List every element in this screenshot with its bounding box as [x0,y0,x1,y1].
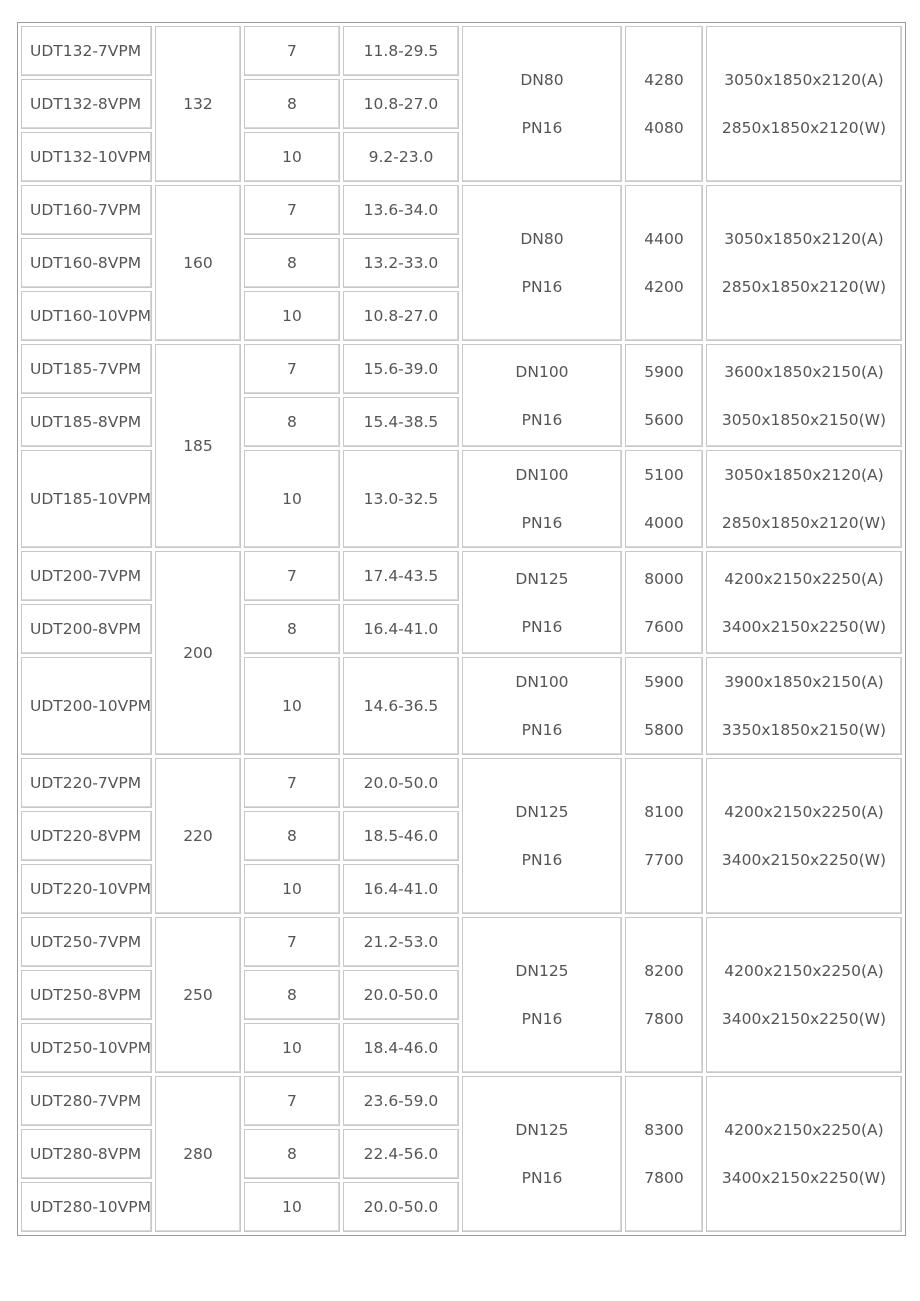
weight-cell-stack [626,568,702,638]
outlet-size: DN100 [515,673,569,691]
power-cell: 280 [155,1076,241,1232]
model-cell: UDT250-10VPM [21,1023,152,1073]
model-cell: UDT220-10VPM [21,864,152,914]
dimensions-water-cooled: 2850x1850x2120(W) [721,278,887,296]
dimensions-cell [706,758,902,914]
weight-cell [625,1076,703,1232]
power-cell: 132 [155,26,241,182]
weight-water-cooled: 5800 [644,721,684,739]
dimensions-water-cooled: 2850x1850x2120(W) [721,119,887,137]
pressure-cell: 7 [244,344,340,394]
pressure-rating: PN16 [521,721,563,739]
outlet-size: DN125 [515,1121,569,1139]
dimensions-cell [706,657,902,755]
model-cell: UDT185-10VPM [21,450,152,548]
dimensions-water-cooled: 3400x2150x2250(W) [721,851,887,869]
outlet-size: DN125 [515,803,569,821]
dimensions-cell [706,344,902,447]
dimensions-air-cooled: 4200x2150x2250(A) [724,1121,884,1139]
weight-cell-stack [626,671,702,741]
pressure-cell: 8 [244,1129,340,1179]
dimensions-cell [706,1076,902,1232]
pressure-cell: 10 [244,450,340,548]
outlet-size: DN125 [515,962,569,980]
power-cell: 160 [155,185,241,341]
outlet-size: DN80 [520,230,564,248]
pressure-cell: 7 [244,551,340,601]
flow-cell: 15.4-38.5 [343,397,459,447]
dimensions-cell-stack [707,228,901,298]
pressure-cell: 7 [244,185,340,235]
pressure-rating: PN16 [521,278,563,296]
model-cell: UDT250-8VPM [21,970,152,1020]
weight-air-cooled: 8000 [644,569,684,588]
dimensions-water-cooled: 3400x2150x2250(W) [721,617,887,636]
pressure-rating: PN16 [521,851,563,869]
table-row [21,551,902,601]
pressure-rating: PN16 [521,1169,563,1187]
weight-cell [625,917,703,1073]
dimensions-air-cooled: 3050x1850x2120(A) [724,230,884,248]
dimensions-cell-stack [707,801,901,871]
dimensions-cell [706,185,902,341]
outlet-size: DN100 [515,362,569,381]
flow-cell: 13.0-32.5 [343,450,459,548]
dimensions-air-cooled: 3900x1850x2150(A) [724,673,884,691]
model-cell: UDT160-8VPM [21,238,152,288]
dimensions-air-cooled: 4200x2150x2250(A) [724,569,884,588]
connection-cell-stack [463,960,621,1030]
pressure-rating: PN16 [521,1010,563,1028]
pressure-cell: 8 [244,970,340,1020]
flow-cell: 18.5-46.0 [343,811,459,861]
flow-cell: 11.8-29.5 [343,26,459,76]
connection-cell [462,26,622,182]
weight-water-cooled: 4080 [644,119,684,137]
outlet-size: DN100 [515,466,569,484]
connection-cell-stack [463,568,621,638]
weight-cell [625,450,703,548]
spec-table-body [21,26,902,1232]
weight-cell [625,657,703,755]
model-cell: UDT220-8VPM [21,811,152,861]
pressure-cell: 10 [244,132,340,182]
weight-water-cooled: 7600 [644,617,684,636]
pressure-cell: 7 [244,917,340,967]
flow-cell: 23.6-59.0 [343,1076,459,1126]
weight-cell [625,26,703,182]
dimensions-water-cooled: 2850x1850x2120(W) [721,514,887,532]
compressor-spec-table [17,22,906,1236]
flow-cell: 20.0-50.0 [343,970,459,1020]
weight-air-cooled: 8300 [644,1121,684,1139]
dimensions-cell [706,917,902,1073]
model-cell: UDT200-7VPM [21,551,152,601]
weight-air-cooled: 5100 [644,466,684,484]
connection-cell-stack [463,801,621,871]
table-row [21,1076,902,1126]
model-cell: UDT200-8VPM [21,604,152,654]
dimensions-water-cooled: 3350x1850x2150(W) [721,721,887,739]
flow-cell: 20.0-50.0 [343,1182,459,1232]
flow-cell: 14.6-36.5 [343,657,459,755]
dimensions-cell [706,551,902,654]
model-cell: UDT220-7VPM [21,758,152,808]
connection-cell [462,1076,622,1232]
dimensions-cell-stack [707,361,901,431]
connection-cell [462,758,622,914]
connection-cell-stack [463,361,621,431]
weight-water-cooled: 7800 [644,1010,684,1028]
pressure-cell: 8 [244,604,340,654]
model-cell: UDT185-8VPM [21,397,152,447]
pressure-cell: 8 [244,397,340,447]
weight-water-cooled: 4200 [644,278,684,296]
model-cell: UDT200-10VPM [21,657,152,755]
pressure-cell: 8 [244,79,340,129]
model-cell: UDT250-7VPM [21,917,152,967]
pressure-cell: 10 [244,657,340,755]
weight-air-cooled: 8100 [644,803,684,821]
flow-cell: 17.4-43.5 [343,551,459,601]
weight-cell-stack [626,801,702,871]
dimensions-air-cooled: 3050x1850x2120(A) [724,466,884,484]
power-cell: 185 [155,344,241,548]
flow-cell: 10.8-27.0 [343,291,459,341]
dimensions-water-cooled: 3050x1850x2150(W) [721,410,887,429]
weight-air-cooled: 5900 [644,362,684,381]
weight-air-cooled: 4280 [644,71,684,89]
model-cell: UDT280-7VPM [21,1076,152,1126]
table-row [21,185,902,235]
pressure-rating: PN16 [521,119,563,137]
pressure-cell: 7 [244,758,340,808]
pressure-rating: PN16 [521,617,563,636]
weight-cell [625,185,703,341]
table-row [21,917,902,967]
connection-cell [462,551,622,654]
flow-cell: 9.2-23.0 [343,132,459,182]
dimensions-cell-stack [707,568,901,638]
outlet-size: DN125 [515,569,569,588]
model-cell: UDT132-10VPM [21,132,152,182]
dimensions-air-cooled: 3600x1850x2150(A) [724,362,884,381]
weight-cell-stack [626,69,702,139]
pressure-rating: PN16 [521,514,563,532]
flow-cell: 22.4-56.0 [343,1129,459,1179]
table-row [21,450,902,548]
dimensions-cell-stack [707,1119,901,1189]
dimensions-cell [706,450,902,548]
pressure-cell: 7 [244,26,340,76]
model-cell: UDT160-7VPM [21,185,152,235]
connection-cell-stack [463,228,621,298]
flow-cell: 18.4-46.0 [343,1023,459,1073]
weight-air-cooled: 4400 [644,230,684,248]
model-cell: UDT132-7VPM [21,26,152,76]
pressure-cell: 8 [244,811,340,861]
pressure-cell: 8 [244,238,340,288]
outlet-size: DN80 [520,71,564,89]
table-row [21,26,902,76]
connection-cell-stack [463,1119,621,1189]
weight-water-cooled: 5600 [644,410,684,429]
connection-cell [462,450,622,548]
pressure-cell: 10 [244,1023,340,1073]
weight-cell [625,344,703,447]
flow-cell: 15.6-39.0 [343,344,459,394]
model-cell: UDT132-8VPM [21,79,152,129]
dimensions-water-cooled: 3400x2150x2250(W) [721,1169,887,1187]
table-row [21,344,902,394]
power-cell: 200 [155,551,241,755]
dimensions-air-cooled: 4200x2150x2250(A) [724,962,884,980]
pressure-cell: 10 [244,291,340,341]
connection-cell [462,185,622,341]
connection-cell-stack [463,69,621,139]
dimensions-cell-stack [707,69,901,139]
pressure-cell: 7 [244,1076,340,1126]
weight-cell [625,758,703,914]
flow-cell: 13.2-33.0 [343,238,459,288]
connection-cell-stack [463,464,621,534]
flow-cell: 16.4-41.0 [343,864,459,914]
dimensions-air-cooled: 4200x2150x2250(A) [724,803,884,821]
weight-air-cooled: 8200 [644,962,684,980]
flow-cell: 20.0-50.0 [343,758,459,808]
flow-cell: 21.2-53.0 [343,917,459,967]
dimensions-cell [706,26,902,182]
power-cell: 250 [155,917,241,1073]
pressure-cell: 10 [244,864,340,914]
dimensions-air-cooled: 3050x1850x2120(A) [724,71,884,89]
weight-cell-stack [626,228,702,298]
weight-cell-stack [626,361,702,431]
weight-cell-stack [626,960,702,1030]
table-row [21,657,902,755]
weight-cell-stack [626,464,702,534]
weight-water-cooled: 7700 [644,851,684,869]
weight-cell [625,551,703,654]
model-cell: UDT280-10VPM [21,1182,152,1232]
dimensions-cell-stack [707,671,901,741]
connection-cell [462,657,622,755]
connection-cell-stack [463,671,621,741]
weight-cell-stack [626,1119,702,1189]
flow-cell: 10.8-27.0 [343,79,459,129]
flow-cell: 16.4-41.0 [343,604,459,654]
dimensions-water-cooled: 3400x2150x2250(W) [721,1010,887,1028]
weight-water-cooled: 4000 [644,514,684,532]
flow-cell: 13.6-34.0 [343,185,459,235]
dimensions-cell-stack [707,960,901,1030]
power-cell: 220 [155,758,241,914]
model-cell: UDT185-7VPM [21,344,152,394]
weight-water-cooled: 7800 [644,1169,684,1187]
pressure-rating: PN16 [521,410,563,429]
weight-air-cooled: 5900 [644,673,684,691]
pressure-cell: 10 [244,1182,340,1232]
connection-cell [462,344,622,447]
dimensions-cell-stack [707,464,901,534]
model-cell: UDT160-10VPM [21,291,152,341]
table-row [21,758,902,808]
model-cell: UDT280-8VPM [21,1129,152,1179]
connection-cell [462,917,622,1073]
